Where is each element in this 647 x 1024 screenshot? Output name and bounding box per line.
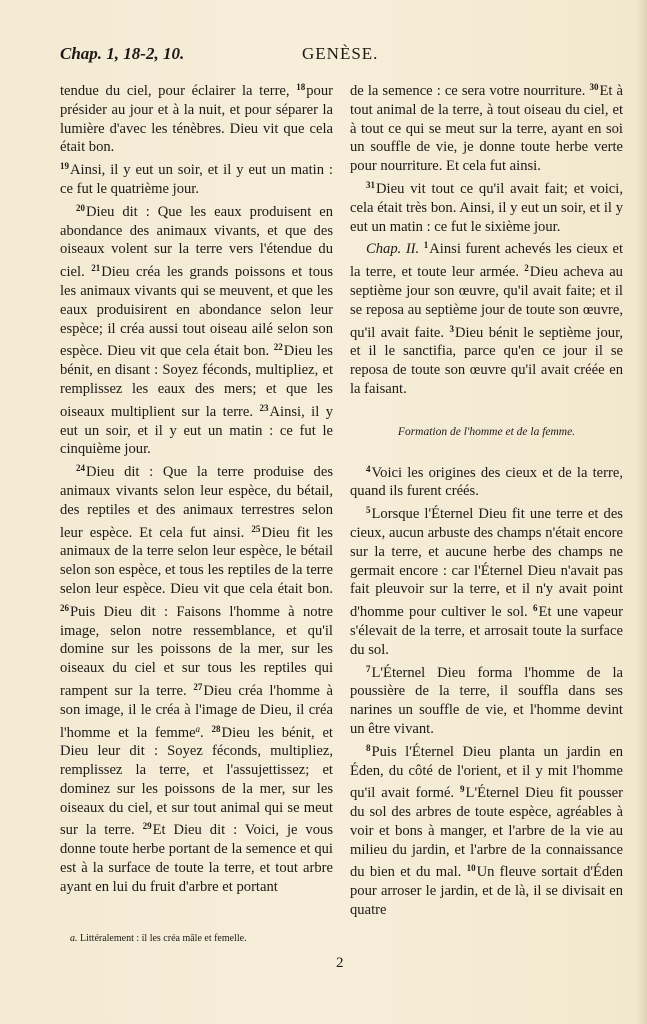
verse-number: 1 [423,240,429,251]
chapter-label: Chap. II. [366,241,420,258]
verse-number: 3 [449,323,454,334]
verse-text: . [200,724,204,741]
paragraph [60,157,333,199]
paragraph [350,236,623,398]
verse-text: Dieu les bénit, et Dieu leur dit : Soyez féconds, multipliez, remplissez la terre, et l'assujettissez; et dominez sur les poissons de la mer, sur les oiseaux du ciel, et sur tout animal qui se meut sur la terre. [60,724,333,839]
paragraph [60,199,333,459]
verse-text: tendue du ciel, pour éclairer la terre, [60,83,290,99]
chapter-reference: Chap. 1, 18-2, 10. [60,44,185,63]
verse-text: Voici les origines des cieux et de la terre, quand ils furent créés. [350,464,623,500]
verse-text: Et Dieu dit : Voici, je vous donne toute herbe portant de la semence et qui est à la surface de toute la terre, et tout arbre ayant en lui du fruit d'arbre et portant [60,822,333,895]
footnote [70,933,330,944]
verse-number: 28 [211,723,221,734]
verse-text: de la semence : ce sera votre nourriture. [350,83,586,99]
paragraph [350,460,623,502]
verse-number: 10 [466,863,476,874]
verse-text: Dieu vit tout ce qu'il avait fait; et voici, cela était très bon. Ainsi, il y eut un soir, et il y eut un matin : ce fut le sixième jour. [350,180,623,235]
paragraph [350,739,623,920]
verse-number: 21 [91,263,101,274]
verse-number: 25 [251,523,261,534]
verse-text: Dieu les bénit, en disant : Soyez féconds, multipliez, et remplissez les eaux des mers; et que les oiseaux multiplient sur la terre. [60,343,333,420]
verse-number: 20 [76,202,85,213]
paragraph [60,78,333,157]
verse-text: Dieu fit les animaux de la terre selon leur espèce, le bétail selon son espèce, et tous les reptiles de la terre selon leur espèce. Dieu vit que cela était bon. [60,524,333,597]
running-header [60,44,625,70]
verse-number: 23 [259,402,269,413]
paragraph [60,459,333,897]
verse-number: 31 [366,179,375,190]
verse-number: 8 [366,742,371,753]
verse-text: L'Éternel Dieu fit pousser du sol des arbres de toute espèce, agréables à voir et bons à manger, et l'arbre de la vie au milieu du jardin, et l'arbre de la connaissance du bien et du mal. [350,785,623,881]
verse-number: 9 [460,784,465,795]
paragraph [350,78,623,176]
footnote-mark: a. [70,933,78,944]
verse-number: 24 [76,463,85,474]
verse-text: Puis l'Éternel Dieu planta un jardin en Éden, du côté de l'orient, et il y mit l'homme qu'il avait formé. [350,743,623,802]
verse-text: Dieu dit : Que les eaux produisent en abondance des animaux vivants, et que des oiseaux volent sur la terre vers l'étendue du ciel. [60,203,333,281]
paragraph [350,660,623,739]
verse-text: Et à tout animal de la terre, à tout oiseau du ciel, et à tout ce qui se meut sur la terre, ayant en soi un souffle de vie, je donne toute herbe verte pour nourriture. Et cela fut ainsi. [350,83,623,175]
paragraph [350,176,623,236]
verse-number: 22 [273,342,283,353]
verse-number: 7 [366,663,371,674]
verse-text: Dieu créa l'homme à son image, il le créa à l'image de Dieu, il créa l'homme et la femme [60,682,334,741]
book-title: GENÈSE. [302,44,379,63]
verse-text: Puis Dieu dit : Faisons l'homme à notre image, selon notre ressemblance, et qu'il domine sur les poissons de la mer, sur les oiseaux du ciel et sur tous les reptiles qui rampent sur la terre. [60,603,333,699]
footnote-text: Littéralement : il les créa mâle et femelle. [80,933,247,944]
page-edge-shadow [637,0,647,1024]
verse-number: 5 [366,505,371,516]
footnote-marker: a [195,723,201,734]
page-number: 2 [336,955,344,971]
verse-number: 2 [524,263,529,274]
verse-text: L'Éternel Dieu forma l'homme de la poussière de la terre, il souffla dans ses narines un souffle de vie, et l'homme devint un être vivant. [350,664,623,737]
verse-text: Lorsque l'Éternel Dieu fit une terre et des cieux, aucun arbuste des champs n'était encore sur la terre, et aucune herbe des champs ne germait encore : car l'Éternel Dieu n'avait pas fait pleuvoir sur la terre, et il n'y avait point d'homme pour cultiver le sol. [350,506,623,621]
verse-number: 4 [366,463,371,474]
verse-text: Ainsi furent achevés les cieux et la terre, et toute leur armée. [350,241,624,281]
verse-number: 26 [60,602,69,613]
verse-text: Dieu dit : Que la terre produise des animaux vivants selon leur espèce, du bétail, des reptiles et des animaux terrestres selon leur espèce. Et cela fut ainsi. [60,464,333,541]
verse-number: 18 [296,82,306,92]
verse-text: Et une vapeur s'élevait de la terre, et arrosait toute la surface du sol. [350,604,623,658]
verse-text: pour présider au jour et à la nuit, et pour séparer la lumière d'avec les ténèbres. Dieu vit que cela était bon. [60,83,333,156]
verse-number: 19 [60,161,69,172]
left-column [60,78,333,897]
paragraph [350,501,623,659]
verse-text: Ainsi, il y eut un soir, et il y eut un matin : ce fut le cinquième jour. [60,403,333,458]
section-heading: Formation de l'homme et de la femme. [397,425,576,438]
right-column [350,78,623,920]
verse-number: 30 [589,82,599,92]
verse-number: 6 [533,603,538,614]
verse-text: Ainsi, il y eut un soir, et il y eut un matin : ce fut le quatrième jour. [60,162,333,197]
verse-text: Un fleuve sortait d'Éden pour arroser le jardin, et de là, il se divisait en quatre [350,864,623,919]
verse-text: Dieu créa les grands poissons et tous les animaux vivants qui se meuvent, et que les eaux produisirent en abondance selon leur espèce; il créa aussi tout oiseau ailé selon son espèce. Dieu vit que cela était bon. [60,264,333,360]
verse-text: Dieu bénit le septième jour, et il le sanctifia, parce qu'en ce jour il se reposa de toute son œuvre qu'il avait créée en la faisant. [350,324,623,397]
verse-text: Dieu acheva au septième jour son œuvre, qu'il avait faite; et il se reposa au septième jour de toute son œuvre, qu'il avait faite. [350,264,623,341]
verse-number: 29 [142,821,152,832]
verse-number: 27 [193,681,203,692]
